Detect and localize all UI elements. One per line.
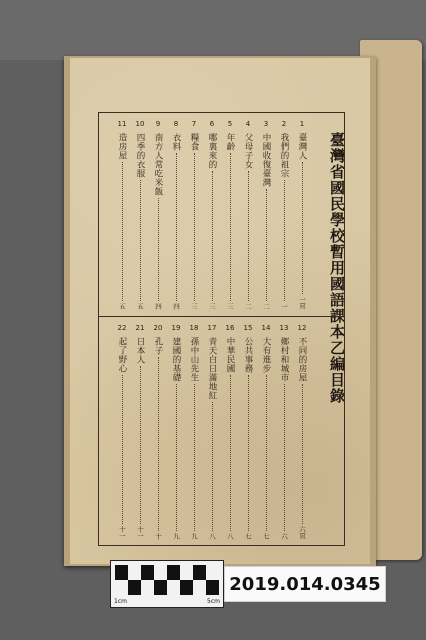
toc-entry-page: 一 — [280, 302, 288, 309]
toc-entry-number: 22 — [117, 324, 127, 332]
toc-entry-page: 二 — [244, 302, 252, 309]
scale-bar — [110, 560, 224, 608]
toc-leader-dots — [140, 366, 141, 524]
toc-entry-page: 七 — [244, 532, 252, 539]
toc-divider — [99, 316, 344, 317]
toc-entry-number: 9 — [155, 120, 161, 128]
scale-cell — [193, 565, 206, 580]
toc-leader-dots — [122, 375, 123, 524]
toc-leader-dots — [284, 384, 285, 531]
toc-entry-number: 1 — [299, 120, 305, 128]
toc-entry — [115, 323, 129, 539]
toc-entry — [133, 119, 147, 309]
toc-entry-title: 哪裏來的 — [207, 133, 217, 169]
toc-entry-number: 6 — [209, 120, 215, 128]
toc-entry — [277, 119, 291, 309]
scale-label-right: 5cm — [207, 598, 220, 605]
toc-entry-page: 四 — [154, 302, 162, 309]
toc-entry-title: 糧食 — [189, 133, 199, 151]
toc-entry-number: 14 — [261, 324, 271, 332]
accession-number: 2019.014.0345 — [224, 566, 386, 602]
toc-entry-page: 三 — [208, 302, 216, 309]
scale-cell — [206, 580, 219, 595]
toc-entry-title: 鄉村和城市 — [279, 337, 289, 382]
toc-entry-page: 二 — [262, 302, 270, 309]
toc-entry-page: 十一 — [118, 526, 126, 539]
toc-entry-number: 7 — [191, 120, 197, 128]
toc-leader-dots — [230, 153, 231, 301]
toc-entry-title: 中華民國 — [225, 337, 235, 373]
toc-entry-page: 三 — [226, 302, 234, 309]
toc-leader-dots — [230, 375, 231, 531]
toc-leader-dots — [266, 375, 267, 531]
toc-entry-page: 十一 — [136, 526, 144, 539]
toc-leader-dots — [140, 180, 141, 301]
toc-entry-number: 20 — [153, 324, 163, 332]
toc-entry-page: 四 — [172, 302, 180, 309]
toc-entry — [205, 323, 219, 539]
toc-entry-page: 五 — [136, 302, 144, 309]
toc-leader-dots — [248, 375, 249, 531]
toc-entry-page: 九 — [190, 532, 198, 539]
toc-entry-page: 六 — [280, 532, 288, 539]
toc-leader-dots — [194, 153, 195, 301]
toc-entry-number: 13 — [279, 324, 289, 332]
toc-frame — [98, 112, 345, 546]
toc-entry-title: 臺灣人 — [297, 133, 307, 160]
toc-leader-dots — [212, 171, 213, 301]
toc-entry — [187, 119, 201, 309]
toc-entry — [295, 119, 309, 309]
toc-entry-number: 11 — [117, 120, 127, 128]
toc-entry-page: 六頁 — [298, 526, 306, 539]
scale-cell — [115, 565, 128, 580]
toc-entry-page: 三 — [190, 302, 198, 309]
toc-entry — [169, 323, 183, 539]
toc-entry-title: 不同的房屋 — [297, 337, 307, 382]
toc-entry-page: 八 — [208, 532, 216, 539]
toc-entry — [151, 323, 165, 539]
scale-cell — [128, 580, 141, 595]
toc-entry-title: 大有進步 — [261, 337, 271, 373]
scale-cell — [180, 580, 193, 595]
toc-leader-dots — [176, 384, 177, 531]
toc-leader-dots — [158, 357, 159, 531]
toc-leader-dots — [248, 171, 249, 301]
toc-entry-title: 公共事務 — [243, 337, 253, 373]
toc-entry — [223, 119, 237, 309]
toc-entry — [241, 119, 255, 309]
page-title: 臺灣省國民學校暫用國語課本乙編目錄 — [328, 132, 346, 404]
scale-cell — [167, 565, 180, 580]
toc-entry-page: 十 — [154, 532, 162, 539]
toc-entry — [259, 323, 273, 539]
scale-label-left: 1cm — [114, 598, 127, 605]
toc-entry-page: 七 — [262, 532, 270, 539]
toc-entry-page: 一頁 — [298, 296, 306, 309]
toc-entry-number: 3 — [263, 120, 269, 128]
toc-entry-title: 南方人常吃米飯 — [153, 133, 163, 196]
toc-entry-number: 21 — [135, 324, 145, 332]
toc-entry-number: 19 — [171, 324, 181, 332]
toc-entry — [169, 119, 183, 309]
toc-entry-title: 衣料 — [171, 133, 181, 151]
toc-leader-dots — [302, 384, 303, 524]
toc-entry — [259, 119, 273, 309]
toc-entry-page: 九 — [172, 532, 180, 539]
toc-entry-title: 孔子 — [153, 337, 163, 355]
toc-entry-title: 青天白日滿地紅 — [207, 337, 217, 400]
toc-entry-number: 16 — [225, 324, 235, 332]
toc-entry — [241, 323, 255, 539]
toc-entry — [223, 323, 237, 539]
toc-entry-title: 起了野心 — [117, 337, 127, 373]
toc-leader-dots — [158, 198, 159, 301]
toc-leader-dots — [176, 153, 177, 301]
toc-entry — [205, 119, 219, 309]
toc-entry-number: 2 — [281, 120, 287, 128]
toc-entry — [115, 119, 129, 309]
toc-leader-dots — [266, 189, 267, 301]
scale-checker — [115, 565, 219, 595]
toc-entry — [151, 119, 165, 309]
toc-leader-dots — [212, 402, 213, 531]
toc-entry-number: 10 — [135, 120, 145, 128]
toc-entry — [295, 323, 309, 539]
toc-leader-dots — [122, 162, 123, 301]
book-page — [70, 58, 370, 564]
toc-entry — [133, 323, 147, 539]
toc-entry-title: 我們的祖宗 — [279, 133, 289, 178]
toc-entry-title: 日本人 — [135, 337, 145, 364]
toc-entry-number: 17 — [207, 324, 217, 332]
toc-entry — [187, 323, 201, 539]
toc-entry-number: 5 — [227, 120, 233, 128]
toc-entry-title: 孫中山先生 — [189, 337, 199, 382]
toc-entry-number: 15 — [243, 324, 253, 332]
toc-entry-number: 18 — [189, 324, 199, 332]
scale-cell — [154, 580, 167, 595]
toc-leader-dots — [194, 384, 195, 531]
toc-entry-number: 8 — [173, 120, 179, 128]
toc-entry-page: 五 — [118, 302, 126, 309]
toc-entry-title: 年齡 — [225, 133, 235, 151]
toc-leader-dots — [284, 180, 285, 301]
toc-leader-dots — [302, 162, 303, 294]
toc-entry-title: 造房屋 — [117, 133, 127, 160]
toc-entry-title: 建國的基礎 — [171, 337, 181, 382]
scale-cell — [141, 565, 154, 580]
toc-entry — [277, 323, 291, 539]
toc-entry-title: 父母子女 — [243, 133, 253, 169]
toc-entry-title: 四季的衣服 — [135, 133, 145, 178]
toc-entry-number: 12 — [297, 324, 307, 332]
toc-entry-page: 八 — [226, 532, 234, 539]
toc-entry-title: 中國收復臺灣 — [261, 133, 271, 187]
toc-entry-number: 4 — [245, 120, 251, 128]
